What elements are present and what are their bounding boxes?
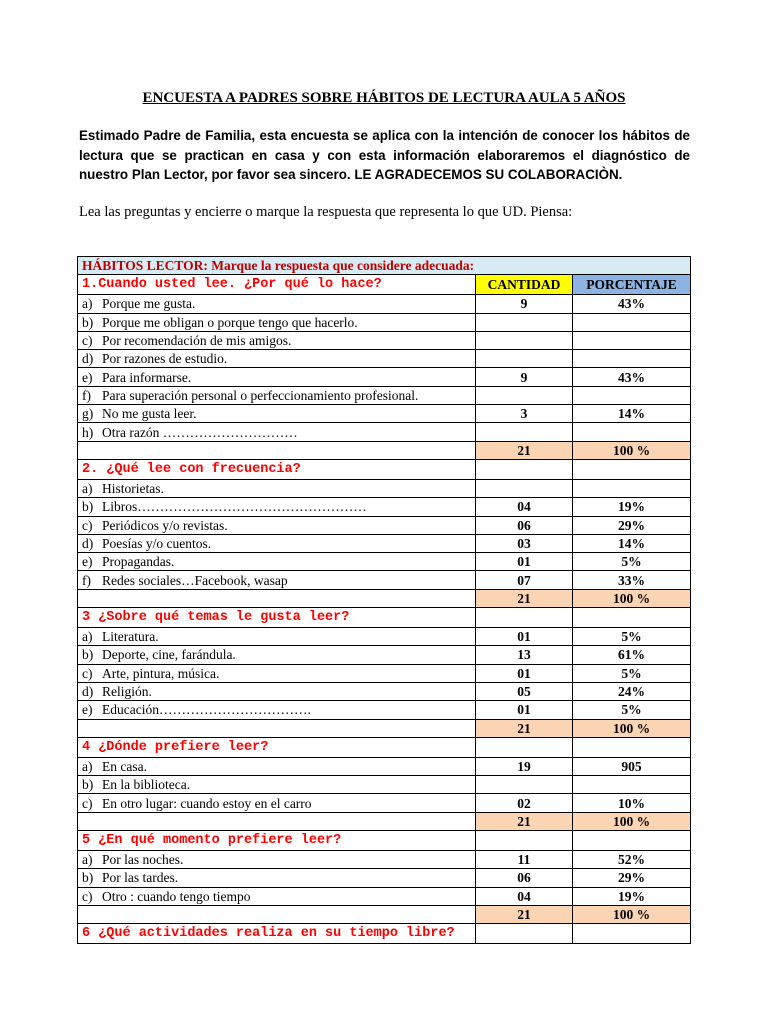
option-cell (78, 646, 476, 664)
cantidad-value: 19 (476, 757, 573, 775)
option-letter: c) (82, 888, 93, 904)
option-letter: b) (82, 870, 94, 886)
option-row (78, 368, 691, 386)
total-cantidad: 21 (476, 441, 573, 459)
option-row (78, 405, 691, 423)
option-text: Religión. (102, 684, 152, 700)
option-row (78, 851, 691, 869)
porcentaje-value: 10% (573, 794, 691, 812)
porcentaje-value (573, 313, 691, 331)
option-row (78, 646, 691, 664)
cantidad-value: 04 (476, 498, 573, 516)
cantidad-value: 13 (476, 646, 573, 664)
option-text: Por recomendación de mis amigos. (102, 333, 292, 349)
option-cell (78, 701, 476, 719)
intro-paragraph: Estimado Padre de Familia, esta encuesta se aplica con la intención de conocer los hábitos de lectura que se practican en casa y con esta información elaboraremos el diagnóstico de nuestro Plan Lector, por favor sea sincero. LE AGRADECEMOS SU COLABORACIÒN. (79, 128, 690, 182)
total-row (78, 719, 691, 737)
option-cell (78, 682, 476, 700)
option-text: En casa. (102, 758, 147, 774)
total-cantidad: 21 (476, 589, 573, 607)
option-letter: c) (82, 517, 93, 533)
option-text: Por las tardes. (102, 870, 179, 886)
question-text: 2. ¿Qué lee con frecuencia? (78, 459, 476, 479)
porcentaje-value: 61% (573, 646, 691, 664)
option-letter: d) (82, 684, 94, 700)
question-row (78, 275, 691, 295)
porcentaje-value: 5% (573, 553, 691, 571)
total-cantidad: 21 (476, 719, 573, 737)
porcentaje-value: 52% (573, 851, 691, 869)
option-text: Arte, pintura, música. (102, 665, 220, 681)
option-text: Para informarse. (102, 369, 192, 385)
column-header-porcentaje: PORCENTAJE (573, 275, 691, 295)
option-cell (78, 405, 476, 423)
option-text: Por razones de estudio. (102, 351, 228, 367)
option-letter: f) (82, 387, 91, 403)
cantidad-cell (476, 831, 573, 851)
option-letter: c) (82, 795, 93, 811)
cantidad-value: 9 (476, 368, 573, 386)
porcentaje-value (573, 386, 691, 404)
option-row (78, 664, 691, 682)
option-cell (78, 664, 476, 682)
cantidad-value: 01 (476, 628, 573, 646)
option-letter: a) (82, 481, 93, 497)
total-row (78, 812, 691, 830)
cantidad-cell (476, 924, 573, 944)
option-letter: a) (82, 629, 93, 645)
porcentaje-value (573, 331, 691, 349)
option-letter: d) (82, 351, 94, 367)
total-row (78, 905, 691, 923)
total-porcentaje: 100 % (573, 589, 691, 607)
option-text: En otro lugar: cuando estoy en el carro (102, 795, 312, 811)
option-text: Libros…………………………………………… (102, 499, 367, 515)
total-porcentaje: 100 % (573, 905, 691, 923)
porcentaje-value (573, 350, 691, 368)
option-letter: g) (82, 406, 94, 422)
total-row (78, 441, 691, 459)
option-cell (78, 516, 476, 534)
cantidad-value: 01 (476, 701, 573, 719)
option-cell (78, 794, 476, 812)
option-letter: a) (82, 852, 93, 868)
option-letter: b) (82, 499, 94, 515)
option-text: Educación……………………………. (102, 702, 311, 718)
cantidad-value: 06 (476, 869, 573, 887)
total-label-cell (78, 812, 476, 830)
option-cell (78, 887, 476, 905)
survey-table (77, 256, 691, 944)
total-cantidad: 21 (476, 905, 573, 923)
cantidad-value: 04 (476, 887, 573, 905)
question-row (78, 737, 691, 757)
question-text: 6 ¿Qué actividades realiza en su tiempo libre? (78, 924, 476, 944)
porcentaje-value: 14% (573, 405, 691, 423)
option-row (78, 794, 691, 812)
option-letter: b) (82, 314, 94, 330)
porcentaje-value: 29% (573, 869, 691, 887)
document-title: ENCUESTA A PADRES SOBRE HÁBITOS DE LECTURA AULA 5 AÑOS (142, 90, 626, 106)
option-cell (78, 386, 476, 404)
cantidad-value: 07 (476, 571, 573, 589)
option-row (78, 682, 691, 700)
cantidad-value: 05 (476, 682, 573, 700)
option-letter: e) (82, 554, 93, 570)
option-letter: h) (82, 424, 94, 440)
option-letter: a) (82, 758, 93, 774)
porcentaje-cell (573, 924, 691, 944)
option-row (78, 479, 691, 497)
total-label-cell (78, 441, 476, 459)
option-cell (78, 776, 476, 794)
cantidad-value (476, 776, 573, 794)
total-label-cell (78, 719, 476, 737)
option-letter: f) (82, 572, 91, 588)
option-text: Por las noches. (102, 852, 184, 868)
porcentaje-value: 19% (573, 887, 691, 905)
question-row (78, 831, 691, 851)
option-text: En la biblioteca. (102, 777, 191, 793)
option-text: Otra razón ………………………… (102, 424, 298, 440)
cantidad-value (476, 331, 573, 349)
option-letter: c) (82, 665, 93, 681)
table-header: HÁBITOS LECTOR: Marque la respuesta que considere adecuada: (78, 257, 691, 275)
option-row (78, 331, 691, 349)
question-text: 3 ¿Sobre qué temas le gusta leer? (78, 608, 476, 628)
total-porcentaje: 100 % (573, 719, 691, 737)
option-text: Porque me gusta. (102, 296, 196, 312)
option-row (78, 571, 691, 589)
option-row (78, 295, 691, 313)
cantidad-cell (476, 737, 573, 757)
question-row (78, 924, 691, 944)
option-text: No me gusta leer. (102, 406, 197, 422)
option-letter: b) (82, 647, 94, 663)
total-row (78, 589, 691, 607)
total-cantidad: 21 (476, 812, 573, 830)
cantidad-value: 03 (476, 534, 573, 552)
option-text: Deporte, cine, farándula. (102, 647, 236, 663)
cantidad-cell (476, 608, 573, 628)
option-cell (78, 571, 476, 589)
cantidad-value: 01 (476, 664, 573, 682)
porcentaje-value: 19% (573, 498, 691, 516)
cantidad-value (476, 313, 573, 331)
cantidad-value (476, 350, 573, 368)
option-cell (78, 479, 476, 497)
porcentaje-value (573, 776, 691, 794)
total-porcentaje: 100 % (573, 812, 691, 830)
porcentaje-value (573, 479, 691, 497)
option-letter: a) (82, 296, 93, 312)
option-text: Otro : cuando tengo tiempo (102, 888, 251, 904)
option-row (78, 423, 691, 441)
question-text: 1.Cuando usted lee. ¿Por qué lo hace? (78, 275, 476, 295)
porcentaje-value: 33% (573, 571, 691, 589)
table-header-row (78, 257, 691, 275)
porcentaje-value: 5% (573, 701, 691, 719)
option-row (78, 887, 691, 905)
porcentaje-value: 905 (573, 757, 691, 775)
option-text: Periódicos y/o revistas. (102, 517, 228, 533)
option-cell (78, 534, 476, 552)
option-row (78, 350, 691, 368)
option-cell (78, 350, 476, 368)
option-text: Literatura. (102, 629, 159, 645)
option-row (78, 498, 691, 516)
porcentaje-value: 43% (573, 295, 691, 313)
option-cell (78, 498, 476, 516)
option-row (78, 776, 691, 794)
question-row (78, 459, 691, 479)
porcentaje-value (573, 423, 691, 441)
question-text: 4 ¿Dónde prefiere leer? (78, 737, 476, 757)
option-row (78, 386, 691, 404)
option-letter: e) (82, 702, 93, 718)
option-cell (78, 368, 476, 386)
question-text: 5 ¿En qué momento prefiere leer? (78, 831, 476, 851)
cantidad-value (476, 386, 573, 404)
option-row (78, 757, 691, 775)
porcentaje-value: 5% (573, 628, 691, 646)
option-row (78, 628, 691, 646)
total-label-cell (78, 905, 476, 923)
option-text: Poesías y/o cuentos. (102, 536, 212, 551)
option-cell (78, 331, 476, 349)
option-text: Porque me obligan o porque tengo que hacerlo. (102, 314, 358, 330)
porcentaje-cell (573, 737, 691, 757)
porcentaje-value: 24% (573, 682, 691, 700)
option-letter: e) (82, 369, 93, 385)
cantidad-cell (476, 459, 573, 479)
option-row (78, 534, 691, 552)
option-cell (78, 295, 476, 313)
option-row (78, 313, 691, 331)
cantidad-value: 3 (476, 405, 573, 423)
option-text: Redes sociales…Facebook, wasap (102, 572, 288, 588)
porcentaje-value: 43% (573, 368, 691, 386)
option-cell (78, 869, 476, 887)
option-letter: c) (82, 333, 93, 349)
total-label-cell (78, 589, 476, 607)
cantidad-value: 06 (476, 516, 573, 534)
porcentaje-cell (573, 608, 691, 628)
option-letter: b) (82, 777, 94, 793)
option-text: Para superación personal o perfeccionamiento profesional. (102, 387, 419, 403)
option-cell (78, 553, 476, 571)
option-cell (78, 628, 476, 646)
total-porcentaje: 100 % (573, 441, 691, 459)
option-row (78, 701, 691, 719)
option-text: Propagandas. (102, 554, 175, 570)
option-cell (78, 757, 476, 775)
option-row (78, 869, 691, 887)
option-row (78, 516, 691, 534)
cantidad-value: 9 (476, 295, 573, 313)
porcentaje-value: 14% (573, 534, 691, 552)
porcentaje-value: 5% (573, 664, 691, 682)
column-header-cantidad: CANTIDAD (476, 275, 573, 295)
option-cell (78, 423, 476, 441)
porcentaje-value: 29% (573, 516, 691, 534)
option-cell (78, 313, 476, 331)
cantidad-value: 02 (476, 794, 573, 812)
option-letter: d) (82, 536, 94, 551)
cantidad-value (476, 423, 573, 441)
instructions: Lea las preguntas y encierre o marque la respuesta que representa lo que UD. Piensa: (79, 204, 573, 220)
porcentaje-cell (573, 459, 691, 479)
option-cell (78, 851, 476, 869)
option-row (78, 553, 691, 571)
option-text: Historietas. (102, 481, 164, 497)
question-row (78, 608, 691, 628)
cantidad-value: 01 (476, 553, 573, 571)
cantidad-value: 11 (476, 851, 573, 869)
porcentaje-cell (573, 831, 691, 851)
cantidad-value (476, 479, 573, 497)
